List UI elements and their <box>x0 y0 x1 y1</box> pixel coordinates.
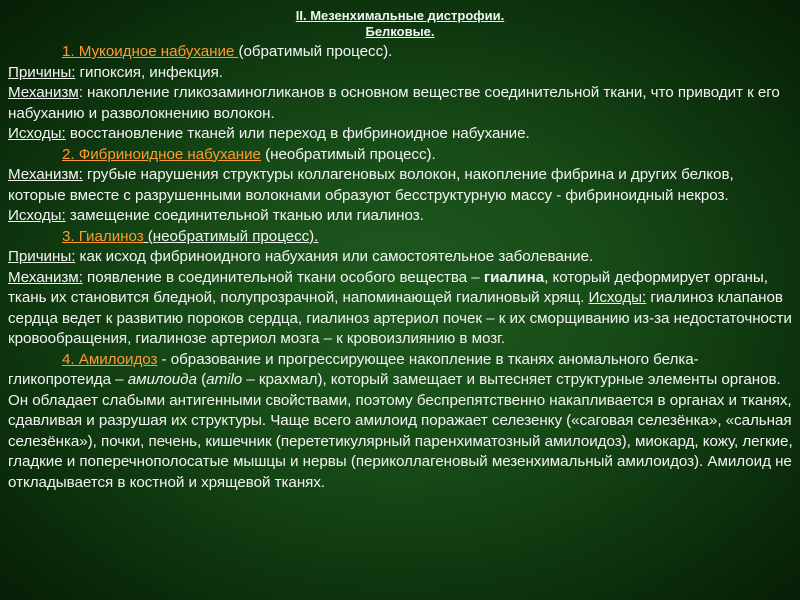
section-2-mechanism <box>8 165 794 206</box>
outcomes-label: Исходы: <box>8 125 66 142</box>
section-4-text-c: – крахмал), который замещает и вытесняет структурные элементы органов. Он обладает слабыми антигенными свойствами, поэтому беспрепятственно накапливается в органах и тканях, сдавливая и разрушая их структуры. Чаще всего амилоид поражает селезенку («саговая селезёнка», «сальная селезёнка»), почки, печень, кишечник (перететикулярный паренхиматозный амилоидоз), миокард, кожу, легкие, гладкие и поперечнополосатые мышцы и нервы (периколлагеновый мезенхимальный амилоидоз). Амилоид не откладывается в костной и хрящевой тканях. <box>8 371 793 491</box>
section-2-outcomes <box>8 206 794 227</box>
mechanism-term-hyalin: гиалина <box>483 268 545 286</box>
mechanism-text-a: появление в соединительной ткани особого вещества – <box>82 268 484 286</box>
section-1-outcomes <box>8 124 794 145</box>
section-1-causes <box>8 63 794 84</box>
section-1-note: (обратимый процесс). <box>238 43 393 60</box>
section-2-title: 2. Фибриноидное набухание <box>62 145 261 163</box>
term-amyloid: амилоида <box>127 371 197 388</box>
causes-label: Причины: <box>8 248 76 265</box>
section-3-causes <box>8 247 794 268</box>
outcomes-text: замещение соединительной тканью или гиалиноз. <box>65 207 424 224</box>
section-1-heading <box>8 42 794 63</box>
section-3-title: 3. Гиалиноз <box>62 227 144 245</box>
slide-body <box>8 42 794 493</box>
title-line-1 <box>0 8 800 24</box>
section-1-title: 1. Мукоидное набухание <box>62 43 239 60</box>
outcomes-text: восстановление тканей или переход в фибриноидное набухание. <box>65 125 530 142</box>
mechanism-text: : накопление гликозаминогликанов в основном веществе соединительной ткани, что приводит к его набуханию и разволокнению волокон. <box>8 84 780 122</box>
outcomes-label: Исходы: <box>588 289 647 306</box>
outcomes-text: гиалиноз клапанов сердца ведет к развитию пороков сердца, гиалиноз артериол почек – к их сморщиванию из-за недостаточности кровообращения, гиалинозе артериол мозга – к кровоизлиянию в мозг. <box>8 289 792 347</box>
causes-label: Причины: <box>8 63 76 81</box>
mechanism-label: Механизм: <box>8 268 83 286</box>
causes-text: гипоксия, инфекция. <box>75 63 223 81</box>
section-3-note: (необратимый процесс). <box>143 227 319 245</box>
section-2-note: (необратимый процесс). <box>260 145 436 163</box>
mechanism-label: Механизм <box>8 84 79 101</box>
title-text: Мезенхимальные дистрофии. <box>310 8 505 23</box>
title-roman-numeral: II. <box>295 8 307 23</box>
mechanism-label: Механизм: <box>8 166 83 183</box>
mechanism-text-b: , который деформирует органы, ткань их становится бледной, полупрозрачной, напоминающей гиалиновый хрящ. <box>8 268 768 306</box>
section-4-text-b: ( <box>196 371 207 388</box>
latin-term: amilo <box>206 371 243 388</box>
mechanism-text: грубые нарушения структуры коллагеновых волокон, накопление фибрина и других белков, которые вместе с разрушенными волокнами образуют бесструктурную массу - фибриноидный некроз. <box>8 166 734 204</box>
section-3-mechanism <box>8 268 794 350</box>
title-line-2: Белковые. <box>365 24 435 39</box>
section-2-heading <box>8 145 794 166</box>
outcomes-label: Исходы: <box>8 207 66 224</box>
causes-text: как исход фибриноидного набухания или самостоятельное заболевание. <box>75 248 594 265</box>
section-4-text-a: - образование и прогрессирующее накопление в тканях аномального белка-гликопротеида – <box>8 350 699 388</box>
section-1-mechanism <box>8 83 794 124</box>
section-4-paragraph <box>8 350 794 494</box>
slide-title <box>0 8 800 40</box>
section-4-title: 4. Амилоидоз <box>62 350 158 368</box>
section-3-heading <box>8 227 794 248</box>
